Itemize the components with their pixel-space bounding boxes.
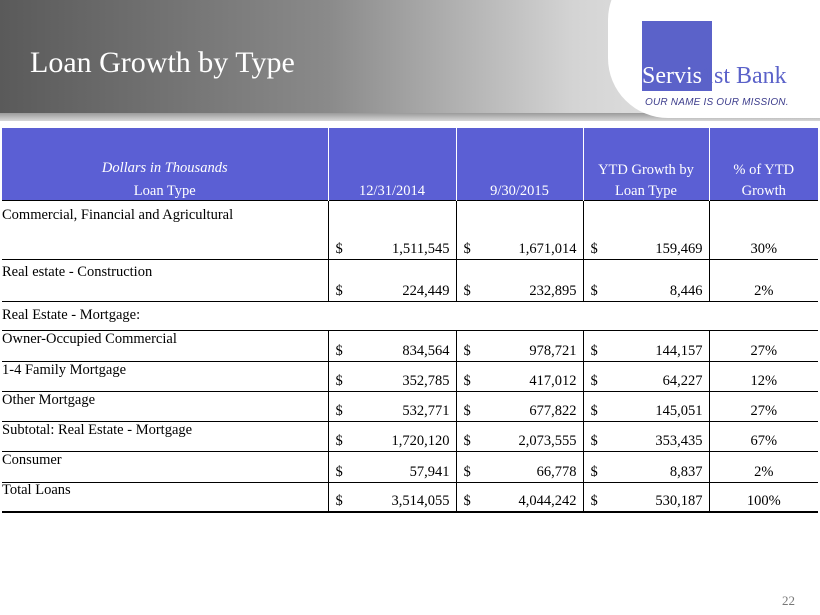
cell-growth xyxy=(583,330,709,361)
header-ytd-growth xyxy=(583,127,709,200)
cell-v2014 xyxy=(328,451,456,482)
cell-value: 145,051 xyxy=(655,402,703,419)
loan-growth-table xyxy=(2,126,818,513)
cell-v2015 xyxy=(456,391,583,421)
currency-symbol: $ xyxy=(463,342,471,359)
cell-value: 1,511,545 xyxy=(392,240,450,257)
currency-symbol: $ xyxy=(463,463,471,480)
units-note: Dollars in Thousands xyxy=(101,159,228,176)
header-loan-type-label: Loan Type xyxy=(133,182,196,199)
header-2015: 9/30/2015 xyxy=(456,127,583,200)
logo-brand-part2: 1st Bank xyxy=(702,63,787,89)
cell-v2015 xyxy=(456,330,583,361)
page-number: 22 xyxy=(782,593,795,608)
currency-symbol: $ xyxy=(335,463,343,480)
cell-pct: 30% xyxy=(709,200,818,259)
row-label: Consumer xyxy=(2,445,328,476)
cell-value: 4,044,242 xyxy=(518,493,577,509)
cell-v2014 xyxy=(328,200,456,259)
bank-logo xyxy=(642,63,787,90)
cell-v2015 xyxy=(456,421,583,451)
cell-value: 64,227 xyxy=(662,372,703,389)
cell-value: 3,514,055 xyxy=(391,493,450,509)
cell-pct: 27% xyxy=(709,330,818,361)
header-ytd-growth-line2: Loan Type xyxy=(615,182,677,199)
cell-value: 2,073,555 xyxy=(518,432,577,449)
row-label: Other Mortgage xyxy=(2,385,328,415)
cell-value: 224,449 xyxy=(402,282,450,299)
cell-v2014 xyxy=(328,361,456,391)
cell-value: 57,941 xyxy=(409,463,450,480)
cell-growth xyxy=(583,391,709,421)
table-body xyxy=(2,200,818,512)
cell-value: 352,785 xyxy=(402,372,450,389)
cell-value: 1,671,014 xyxy=(518,240,577,257)
cell-v2014 xyxy=(328,259,456,301)
cell-value: 66,778 xyxy=(536,463,577,480)
cell-growth xyxy=(583,259,709,301)
cell-value: 144,157 xyxy=(655,342,703,359)
cell-growth xyxy=(583,361,709,391)
currency-symbol: $ xyxy=(463,240,471,257)
cell-v2015 xyxy=(456,200,583,259)
cell-growth xyxy=(583,482,709,512)
row-label: Total Loans xyxy=(2,476,328,506)
currency-symbol: $ xyxy=(335,402,343,419)
header-pct-growth-line1: % of YTD xyxy=(733,161,795,178)
cell-value: 417,012 xyxy=(529,372,577,389)
cell-pct: 27% xyxy=(709,391,818,421)
currency-symbol: $ xyxy=(335,372,343,389)
section-spacer xyxy=(328,301,818,330)
cell-v2015 xyxy=(456,361,583,391)
logo-tagline: OUR NAME IS OUR MISSION. xyxy=(645,97,789,108)
table-row xyxy=(2,259,818,301)
cell-value: 834,564 xyxy=(402,342,450,359)
currency-symbol: $ xyxy=(463,432,471,449)
currency-symbol: $ xyxy=(590,342,598,359)
cell-value: 159,469 xyxy=(655,240,703,257)
cell-value: 530,187 xyxy=(655,493,703,509)
header-2014: 12/31/2014 xyxy=(328,127,456,200)
currency-symbol: $ xyxy=(335,342,343,359)
cell-value: 677,822 xyxy=(529,402,577,419)
currency-symbol: $ xyxy=(335,432,343,449)
row-label: Owner-Occupied Commercial xyxy=(2,324,328,355)
currency-symbol: $ xyxy=(463,282,471,299)
currency-symbol: $ xyxy=(590,493,598,509)
cell-value: 8,446 xyxy=(669,282,703,299)
table-row xyxy=(2,482,818,512)
cell-v2015 xyxy=(456,451,583,482)
currency-symbol: $ xyxy=(335,282,343,299)
header-ytd-growth-line1: YTD Growth by xyxy=(598,161,694,178)
cell-v2014 xyxy=(328,391,456,421)
currency-symbol: $ xyxy=(463,402,471,419)
cell-pct: 12% xyxy=(709,361,818,391)
row-label: Commercial, Financial and Agricultural xyxy=(2,186,328,245)
header-pct-growth-line2: Growth xyxy=(741,182,786,199)
cell-v2015 xyxy=(456,482,583,512)
row-label: Real estate - Construction xyxy=(2,251,328,293)
cell-v2015 xyxy=(456,259,583,301)
currency-symbol: $ xyxy=(590,463,598,480)
cell-value: 532,771 xyxy=(402,402,450,419)
cell-value: 1,720,120 xyxy=(391,432,450,449)
cell-growth xyxy=(583,451,709,482)
currency-symbol: $ xyxy=(335,493,343,509)
header-pct-growth xyxy=(709,127,818,200)
cell-growth xyxy=(583,200,709,259)
cell-v2014 xyxy=(328,482,456,512)
cell-growth xyxy=(583,421,709,451)
cell-value: 978,721 xyxy=(529,342,577,359)
currency-symbol: $ xyxy=(590,282,598,299)
row-label: Subtotal: Real Estate - Mortgage xyxy=(2,415,328,445)
currency-symbol: $ xyxy=(590,372,598,389)
row-label: 1-4 Family Mortgage xyxy=(2,355,328,385)
cell-pct: 2% xyxy=(709,259,818,301)
cell-v2014 xyxy=(328,421,456,451)
currency-symbol: $ xyxy=(590,240,598,257)
currency-symbol: $ xyxy=(590,402,598,419)
currency-symbol: $ xyxy=(335,240,343,257)
row-label: Real Estate - Mortgage: xyxy=(2,301,328,330)
cell-pct: 100% xyxy=(709,482,818,512)
currency-symbol: $ xyxy=(463,493,471,509)
currency-symbol: $ xyxy=(463,372,471,389)
page-title: Loan Growth by Type xyxy=(30,46,295,79)
cell-value: 8,837 xyxy=(669,463,703,480)
cell-pct: 2% xyxy=(709,451,818,482)
logo-brand-part1: Servis xyxy=(642,63,702,89)
currency-symbol: $ xyxy=(590,432,598,449)
cell-value: 232,895 xyxy=(529,282,577,299)
cell-pct: 67% xyxy=(709,421,818,451)
cell-v2014 xyxy=(328,330,456,361)
cell-value: 353,435 xyxy=(655,432,703,449)
